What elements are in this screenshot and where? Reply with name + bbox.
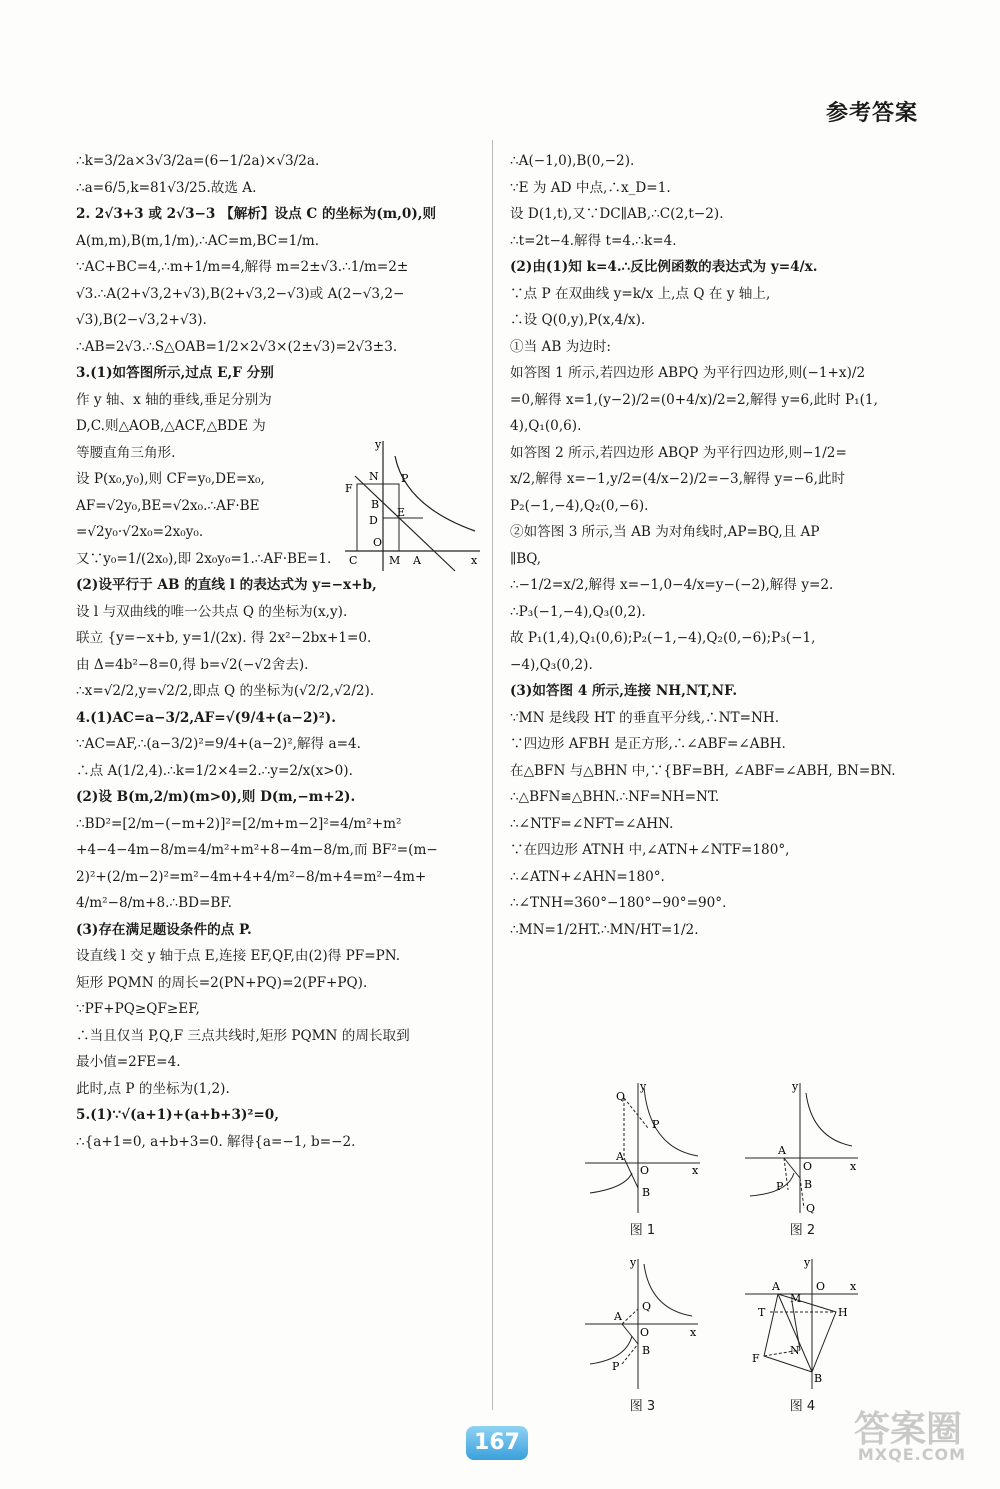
column-divider	[492, 140, 493, 1410]
left-column-line: ∴x=√2/2,y=√2/2,即点 Q 的坐标为(√2/2,√2/2).	[76, 683, 375, 699]
left-column-line: 设 l 与双曲线的唯一公共点 Q 的坐标为(x,y).	[76, 603, 348, 620]
figure-4-label: H	[838, 1306, 848, 1319]
watermark-text: 答案圈	[853, 1409, 962, 1450]
right-column-line: ∥BQ,	[510, 550, 542, 567]
page-header-title: 参考答案	[825, 101, 918, 126]
figure-4-label: F	[752, 1352, 760, 1365]
figure-2-label: O	[803, 1160, 813, 1173]
right-column-line: ∴−1/2=x/2,解得 x=−1,0−4/x=y−(−2),解得 y=2.	[510, 577, 834, 593]
right-column-line: =0,解得 x=1,(y−2)/2=(0+4/x)/2=2,解得 y=6,此时 P₁(1,	[510, 391, 878, 408]
figure-2	[740, 1078, 865, 1238]
right-column-line: P₂(−1,−4),Q₂(0,−6).	[510, 497, 649, 514]
right-column-line: ∴MN=1/2HT.∴MN/HT=1/2.	[510, 921, 699, 938]
left-column-line: 又∵y₀=1/(2x₀),即 2x₀y₀=1.∴AF·BE=1.	[76, 550, 332, 567]
figure-4-label: T	[758, 1306, 766, 1319]
figure-2-label: B	[804, 1178, 813, 1191]
right-column-line: ∵四边形 AFBH 是正方形,∴∠ABF=∠ABH.	[510, 736, 786, 752]
page-number: 167	[466, 1426, 528, 1460]
right-column-line: 设 D(1,t),又∵DC∥AB,∴C(2,t−2).	[510, 206, 724, 222]
left-column-line: 4/m²−8/m+8.∴BD=BF.	[76, 895, 232, 911]
figure-4-label: O	[816, 1280, 826, 1293]
left-column-line: 等腰直角三角形.	[76, 444, 176, 461]
right-column-line: ∴设 Q(0,y),P(x,4/x).	[510, 312, 646, 328]
figure-1-caption: 图 1	[629, 1223, 656, 1238]
right-column-line: 如答图 2 所示,若四边形 ABQP 为平行四边形,则−1/2=	[510, 444, 847, 461]
right-column-line: −4),Q₃(0,2).	[510, 656, 593, 673]
figure-4-label: M	[790, 1292, 802, 1305]
figure-3-label: A	[614, 1310, 622, 1323]
left-column-line: D,C.则△AOB,△ACF,△BDE 为	[76, 418, 266, 434]
figure-1-label: B	[642, 1186, 651, 1199]
left-column-line: 作 y 轴、x 轴的垂线,垂足分别为	[76, 391, 272, 408]
inline-label: x	[471, 554, 478, 567]
left-column-line: +4−4−4m−8/m=4/m²+m²+8−4m−8/m,而 BF²=(m−	[76, 842, 438, 858]
right-column-line: 4),Q₁(0,6).	[510, 418, 582, 434]
figure-3-label: Q	[642, 1300, 652, 1313]
right-column-line: x/2,解得 x=−1,y/2=(4/x−2)/2=−3,解得 y=−6,此时	[510, 471, 846, 487]
figure-1	[580, 1078, 705, 1238]
left-column-line: 由 Δ=4b²−8=0,得 b=√2(−√2舍去).	[76, 656, 309, 673]
figure-4-label: N	[790, 1344, 800, 1357]
figure-4-label: B	[814, 1372, 823, 1385]
inline-label: O	[373, 536, 383, 549]
left-column-line: ∵AC=AF,∴(a−3/2)²=9/4+(a−2)²,解得 a=4.	[76, 736, 361, 752]
left-column-line: ∴{a+1=0, a+b+3=0. 解得{a=−1, b=−2.	[76, 1133, 356, 1150]
figure-2-label: A	[778, 1144, 786, 1157]
right-column-line: ∵MN 是线段 HT 的垂直平分线,∴NT=NH.	[510, 709, 780, 726]
right-column-line: (3)如答图 4 所示,连接 NH,NT,NF.	[510, 683, 738, 699]
left-column-line: 4.(1)AC=a−3/2,AF=√(9/4+(a−2)²).	[76, 709, 336, 726]
right-column-line: ∴∠ATN+∠AHN=180°.	[510, 868, 665, 885]
figure-2-label: P	[776, 1180, 784, 1193]
problem-3-figure	[335, 436, 485, 576]
right-column-line: ∴∠TNH=360°−180°−90°=90°.	[510, 895, 727, 911]
figure-1-label: Q	[616, 1090, 626, 1103]
figure-4-label: y	[804, 1256, 811, 1269]
left-column-line: ∴k=3/2a×3√3/2a=(6−1/2a)×√3/2a.	[76, 153, 320, 169]
inline-label: A	[413, 554, 421, 567]
inline-label: E	[397, 506, 406, 519]
figure-1-label: O	[640, 1164, 650, 1177]
right-column-line: ∴A(−1,0),B(0,−2).	[510, 153, 635, 169]
figure-2-label: x	[850, 1160, 857, 1173]
left-column-line: ∵AC+BC=4,∴m+1/m=4,解得 m=2±√3.∴1/m=2±	[76, 259, 409, 275]
answer-figures	[580, 1078, 870, 1418]
left-column-line: ∵PF+PQ≥QF≥EF,	[76, 1001, 200, 1017]
left-column-line: 联立 {y=−x+b, y=1/(2x). 得 2x²−2bx+1=0.	[76, 630, 372, 646]
left-column-line: (2)设 B(m,2/m)(m>0),则 D(m,−m+2).	[76, 789, 356, 805]
left-column-line: AF=√2y₀,BE=√2x₀.∴AF·BE	[76, 497, 260, 514]
left-column-line: 矩形 PQMN 的周长=2(PN+PQ)=2(PF+PQ).	[76, 974, 368, 991]
figure-3-label: B	[642, 1344, 651, 1357]
left-column-line: (2)设平行于 AB 的直线 l 的表达式为 y=−x+b,	[76, 577, 377, 593]
figure-3-label: O	[640, 1326, 650, 1339]
left-column-line: ∴a=6/5,k=81√3/25.故选 A.	[76, 179, 257, 196]
left-column-line: 最小值=2FE=4.	[76, 1054, 181, 1070]
right-column	[510, 148, 922, 943]
figure-3	[580, 1254, 705, 1414]
left-column-line: ∴点 A(1/2,4).∴k=1/2×4=2.∴y=2/x(x>0).	[76, 762, 353, 779]
right-column-line: ∵点 P 在双曲线 y=k/x 上,点 Q 在 y 轴上,	[510, 285, 771, 302]
figure-4-label: x	[850, 1280, 857, 1293]
right-column-line: 在△BFN 与△BHN 中,∵{BF=BH, ∠ABF=∠ABH, BN=BN.	[510, 762, 896, 779]
inline-label: N	[369, 470, 379, 483]
right-column-line: 如答图 1 所示,若四边形 ABPQ 为平行四边形,则(−1+x)/2	[510, 365, 866, 381]
left-column-line: ∴BD²=[2/m−(−m+2)]²=[2/m+m−2]²=4/m²+m²	[76, 815, 402, 832]
left-column	[76, 148, 476, 1155]
inline-label: y	[375, 438, 382, 451]
watermark-logo	[822, 1401, 972, 1471]
right-column-line: ①当 AB 为边时:	[510, 338, 611, 355]
left-column-line: √3),B(2−√3,2+√3).	[76, 312, 207, 328]
figure-4-label: A	[772, 1280, 780, 1293]
left-column-line: =√2y₀·√2x₀=2x₀y₀.	[76, 524, 204, 540]
figure-3-label: x	[690, 1326, 697, 1339]
right-column-line: ∴t=2t−4.解得 t=4.∴k=4.	[510, 232, 677, 249]
left-column-line: (3)存在满足题设条件的点 P.	[76, 921, 252, 938]
left-column-line: 2)²+(2/m−2)²=m²−4m+4+4/m²−8/m+4=m²−4m+	[76, 868, 427, 885]
inline-label: P	[401, 472, 409, 485]
left-column-line: 此时,点 P 的坐标为(1,2).	[76, 1080, 230, 1097]
left-column-line: 设直线 l 交 y 轴于点 E,连接 EF,QF,由(2)得 PF=PN.	[76, 948, 401, 964]
inline-label: C	[349, 554, 358, 567]
right-column-line: ∵在四边形 ATNH 中,∠ATN+∠NTF=180°,	[510, 842, 790, 858]
figure-1-label: A	[616, 1150, 624, 1163]
right-column-line: ∵E 为 AD 中点,∴x_D=1.	[510, 179, 671, 196]
figure-1-label: x	[692, 1164, 699, 1177]
right-column-line: ∴△BFN≌△BHN.∴NF=NH=NT.	[510, 789, 720, 805]
left-column-line: ∴当且仅当 P,Q,F 三点共线时,矩形 PQMN 的周长取到	[76, 1027, 410, 1044]
figure-2-label: Q	[806, 1202, 816, 1215]
figure-3-caption: 图 3	[629, 1399, 656, 1414]
inline-label: M	[389, 554, 401, 567]
left-column-line: √3.∴A(2+√3,2+√3),B(2+√3,2−√3)或 A(2−√3,2−	[76, 285, 405, 302]
figure-3-label: P	[612, 1360, 620, 1373]
inline-label: B	[371, 498, 380, 511]
watermark-url: MXQE.COM	[857, 1445, 966, 1464]
right-column-line: ∴∠NTF=∠NFT=∠AHN.	[510, 815, 674, 832]
left-column-line: 5.(1)∵√(a+1)+(a+b+3)²=0,	[76, 1107, 279, 1123]
figure-4-caption: 图 4	[789, 1399, 816, 1414]
right-column-line: 故 P₁(1,4),Q₁(0,6);P₂(−1,−4),Q₂(0,−6);P₃(−1,	[510, 630, 816, 646]
figure-2-caption: 图 2	[789, 1223, 816, 1238]
right-column-line: (2)由(1)知 k=4.∴反比例函数的表达式为 y=4/x.	[510, 259, 818, 275]
left-column-line: 设 P(x₀,y₀),则 CF=y₀,DE=x₀,	[76, 471, 265, 487]
figure-2-label: y	[792, 1080, 799, 1093]
figure-4	[740, 1254, 865, 1414]
figure-1-label: P	[652, 1118, 660, 1131]
figure-3-label: y	[630, 1256, 637, 1269]
left-column-line: ∴AB=2√3.∴S△OAB=1/2×2√3×(2±√3)=2√3±3.	[76, 338, 398, 355]
inline-label: F	[345, 482, 353, 495]
figure-1-label: y	[640, 1080, 647, 1093]
left-column-line: A(m,m),B(m,1/m),∴AC=m,BC=1/m.	[76, 232, 320, 249]
left-column-line: 3.(1)如答图所示,过点 E,F 分别	[76, 365, 274, 381]
right-column-line: ②如答图 3 所示,当 AB 为对角线时,AP=BQ,且 AP	[510, 524, 820, 540]
inline-label: D	[369, 514, 378, 527]
left-column-line: 2. 2√3+3 或 2√3−3 【解析】设点 C 的坐标为(m,0),则	[76, 206, 437, 222]
right-column-line: ∴P₃(−1,−4),Q₃(0,2).	[510, 603, 646, 620]
